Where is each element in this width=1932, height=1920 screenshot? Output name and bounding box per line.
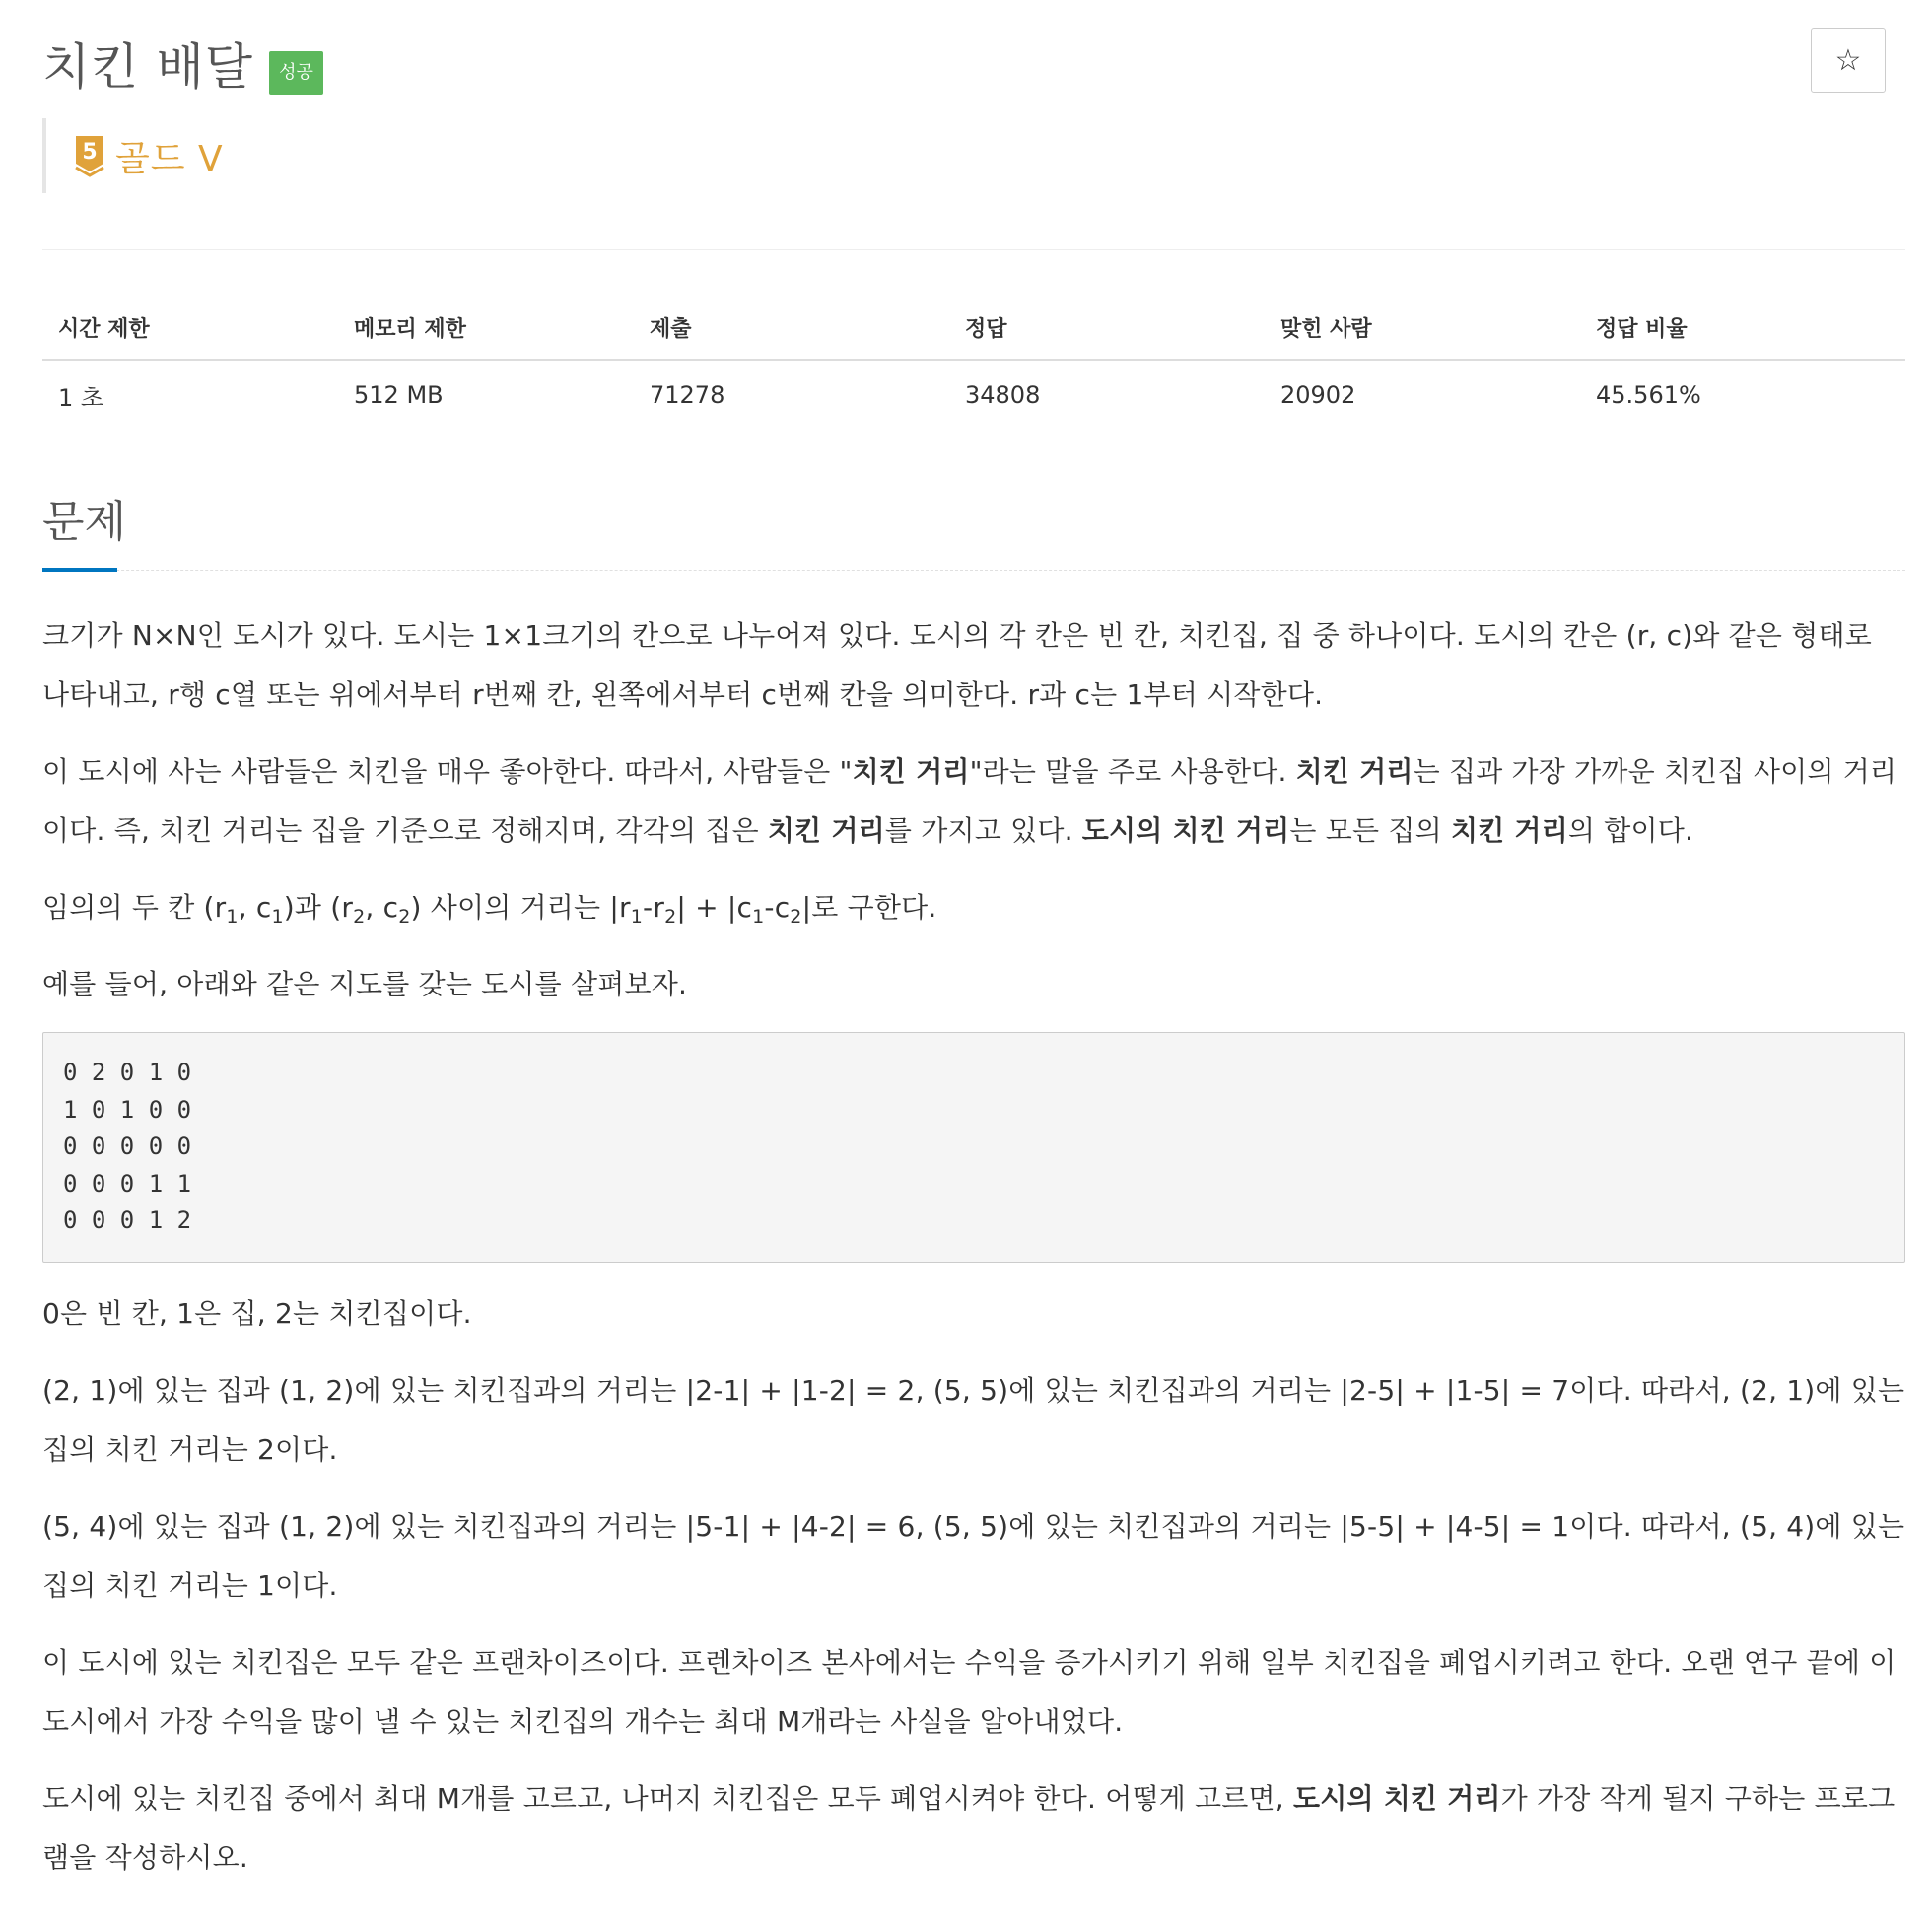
favorite-star-button[interactable] <box>1811 28 1886 93</box>
subscript: 2 <box>790 906 802 927</box>
bold-term: 도시의 치킨 거리 <box>1081 814 1290 847</box>
bold-term: 치킨 거리 <box>767 814 885 847</box>
text: | + |c <box>676 891 753 924</box>
distance-formula-paragraph <box>42 878 1905 937</box>
text: 이 도시에 사는 사람들은 치킨을 매우 좋아한다. 따라서, 사람들은 " <box>42 755 853 788</box>
problem-info-table <box>42 296 1905 430</box>
problem-description <box>42 606 1905 1905</box>
section-title: 문제 <box>42 497 127 547</box>
header-memory-limit: 메모리 제한 <box>338 296 634 360</box>
table-row <box>42 360 1905 430</box>
header-solved-users: 맞힌 사람 <box>1265 296 1580 360</box>
description-paragraph: (2, 1)에 있는 집과 (1, 2)에 있는 치킨집과의 거리는 |2-1| + |1-2| = 2, (5, 5)에 있는 치킨집과의 거리는 |2-5| + |1-5| = 7이다. 따라서, (2, 1)에 있는 집의 치킨 거리는 2이다. <box>42 1373 1905 1466</box>
divider <box>42 249 1905 250</box>
subscript: 2 <box>664 906 677 927</box>
text: , c <box>238 891 272 924</box>
city-map-code-block <box>42 1032 1905 1263</box>
text: -r <box>643 891 665 924</box>
header-accept-ratio: 정답 비율 <box>1580 296 1905 360</box>
description-paragraph <box>42 742 1905 860</box>
text: ) 사이의 거리는 |r <box>410 891 631 924</box>
accept-ratio-value: 45.561% <box>1596 381 1701 409</box>
star-icon: ☆ <box>1834 42 1862 78</box>
description-paragraph: 이 도시에 있는 치킨집은 모두 같은 프랜차이즈이다. 프렌차이즈 본사에서는 수익을 증가시키기 위해 일부 치킨집을 폐업시키려고 한다. 오랜 연구 끝에 이 도시에서 가장 수익을 많이 낼 수 있는 치킨집의 개수는 최대 M개라는 사실을 알아내었다. <box>42 1645 1897 1738</box>
text: 를 가지고 있다. <box>884 814 1082 847</box>
text: 가 가장 작게 될지 구하는 프로그램을 작성하시오. <box>42 1781 1896 1874</box>
section-header <box>42 483 1905 571</box>
subscript: 2 <box>353 906 366 927</box>
subscript: 1 <box>226 906 239 927</box>
grid-row: 0 0 0 0 0 <box>63 1132 192 1160</box>
text: "라는 말을 주로 사용한다. <box>969 755 1296 788</box>
description-paragraph: 예를 들어, 아래와 같은 지도를 갖는 도시를 살펴보자. <box>42 968 688 1000</box>
header-submissions: 제출 <box>634 296 949 360</box>
header-accepted: 정답 <box>949 296 1265 360</box>
header-time-limit: 시간 제한 <box>42 296 338 360</box>
description-paragraph: (5, 4)에 있는 집과 (1, 2)에 있는 치킨집과의 거리는 |5-1| + |4-2| = 6, (5, 5)에 있는 치킨집과의 거리는 |5-5| + |4-5| = 1이다. 따라서, (5, 4)에 있는 집의 치킨 거리는 1이다. <box>42 1509 1905 1602</box>
grid-row: 0 2 0 1 0 <box>63 1059 192 1086</box>
subscript: 2 <box>398 906 411 927</box>
text: 도시에 있는 치킨집 중에서 최대 M개를 고르고, 나머지 치킨집은 모두 폐업시켜야 한다. 어떻게 고르면, <box>42 1781 1293 1815</box>
solved-users-value: 20902 <box>1280 381 1356 409</box>
text: )과 (r <box>283 891 354 924</box>
problem-title: 치킨 배달 <box>42 38 254 96</box>
text: 는 집과 가장 가까운 치킨집 사이의 거리이다. 즉, 치킨 거리는 집을 기준으로 정해지며, 각각의 집은 <box>42 755 1898 847</box>
subscript: 1 <box>752 906 765 927</box>
table-header-row <box>42 296 1905 360</box>
text: 임의의 두 칸 (r <box>42 891 227 924</box>
bold-term: 도시의 치킨 거리 <box>1293 1781 1501 1815</box>
subscript: 1 <box>630 906 644 927</box>
text: , c <box>365 891 399 924</box>
gold-tier-icon <box>74 134 105 177</box>
tier-level: 5 <box>82 140 98 165</box>
memory-limit-value: 512 MB <box>354 381 444 409</box>
grid-row: 0 0 0 1 2 <box>63 1206 192 1234</box>
section-underline <box>42 568 117 572</box>
text: |로 구한다. <box>801 891 937 924</box>
accepted-value: 34808 <box>965 381 1041 409</box>
title-row <box>42 28 323 106</box>
time-limit-value: 1 초 <box>58 383 104 412</box>
description-paragraph: 0은 빈 칸, 1은 집, 2는 치킨집이다. <box>42 1296 472 1330</box>
description-paragraph <box>42 1769 1905 1887</box>
grid-row: 0 0 0 1 1 <box>63 1169 192 1198</box>
grid-row: 1 0 1 0 0 <box>63 1095 192 1124</box>
tier-label[interactable] <box>42 118 224 193</box>
bold-term: 치킨 거리 <box>1295 755 1414 788</box>
text: -c <box>764 891 791 924</box>
bold-term: 치킨 거리 <box>1450 814 1568 847</box>
text: 는 모든 집의 <box>1289 814 1451 847</box>
submissions-value: 71278 <box>650 381 725 409</box>
description-paragraph: 크기가 N×N인 도시가 있다. 도시는 1×1크기의 칸으로 나누어져 있다. 도시의 각 칸은 빈 칸, 치킨집, 집 중 하나이다. 도시의 칸은 (r, c)와 같은 형태로 나타내고, r행 c열 또는 위에서부터 r번째 칸, 왼쪽에서부터 c번째 칸을 의미한다. r과 c는 1부터 시작한다. <box>42 619 1873 711</box>
subscript: 1 <box>271 906 284 927</box>
text: 의 합이다. <box>1567 814 1694 847</box>
tier-text: 골드 V <box>115 138 224 179</box>
status-badge: 성공 <box>269 51 323 95</box>
bold-term: 치킨 거리 <box>852 755 970 788</box>
